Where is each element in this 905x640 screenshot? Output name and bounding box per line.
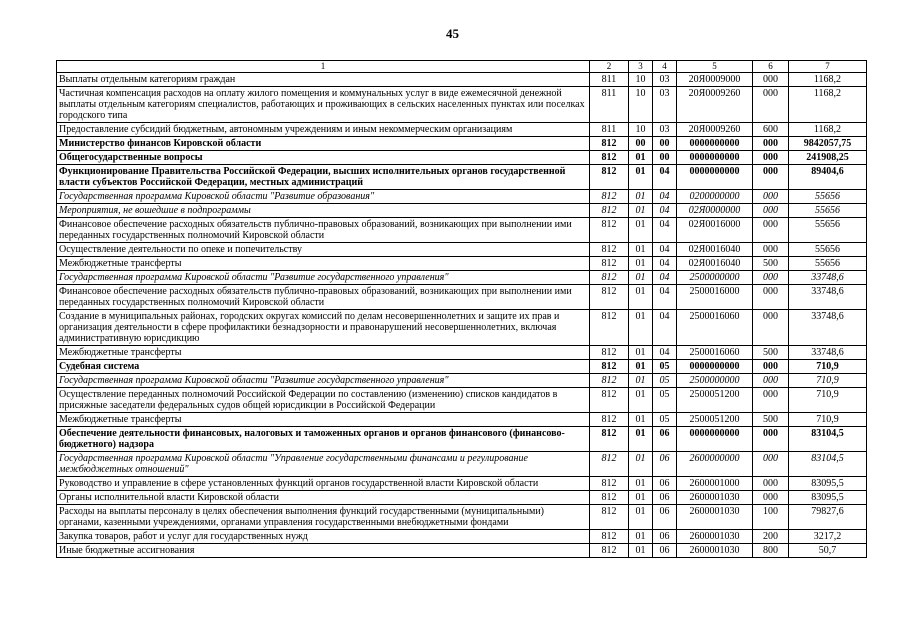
- section-cell: 01: [629, 310, 653, 346]
- admin-code-cell: 812: [590, 204, 629, 218]
- section-cell: 01: [629, 204, 653, 218]
- table-row: [57, 477, 867, 491]
- row-name-cell: Создание в муниципальных районах, городских округах комиссий по делам несовершеннолетних и защите их прав и организация деятельности в сфере профилактики безнадзорности и правонарушений несовершеннолетних, включая административную юрисдикцию: [57, 310, 590, 346]
- admin-code-cell: 812: [590, 491, 629, 505]
- admin-code-cell: 812: [590, 374, 629, 388]
- target-article-cell: 2500016060: [677, 346, 753, 360]
- section-cell: 01: [629, 190, 653, 204]
- subsection-cell: 04: [653, 271, 677, 285]
- page-number: 45: [446, 26, 459, 41]
- expense-type-cell: 000: [753, 204, 789, 218]
- table-row: [57, 165, 867, 190]
- row-name-cell: Мероприятия, не вошедшие в подпрограммы: [57, 204, 590, 218]
- expense-type-cell: 000: [753, 137, 789, 151]
- expense-type-cell: 000: [753, 87, 789, 123]
- admin-code-cell: 812: [590, 427, 629, 452]
- row-name-cell: Министерство финансов Кировской области: [57, 137, 590, 151]
- target-article-cell: 0000000000: [677, 151, 753, 165]
- subsection-cell: 04: [653, 310, 677, 346]
- admin-code-cell: 811: [590, 87, 629, 123]
- table-row: [57, 123, 867, 137]
- target-article-cell: 2500051200: [677, 388, 753, 413]
- table-row: [57, 310, 867, 346]
- admin-code-cell: 812: [590, 151, 629, 165]
- section-cell: 01: [629, 452, 653, 477]
- section-cell: 01: [629, 427, 653, 452]
- section-cell: 10: [629, 87, 653, 123]
- row-name-cell: Государственная программа Кировской области "Развитие государственного управления": [57, 271, 590, 285]
- target-article-cell: 0000000000: [677, 427, 753, 452]
- subsection-cell: 00: [653, 151, 677, 165]
- column-header-3: 3: [629, 61, 653, 73]
- row-name-cell: Частичная компенсация расходов на оплату жилого помещения и коммунальных услуг в виде ежемесячной денежной выплаты отдельным категориям специалистов, работающих и проживающих в сельских населенных пунктах или поселках городского типа: [57, 87, 590, 123]
- row-name-cell: Общегосударственные вопросы: [57, 151, 590, 165]
- subsection-cell: 06: [653, 452, 677, 477]
- target-article-cell: 0000000000: [677, 137, 753, 151]
- row-name-cell: Функционирование Правительства Российской Федерации, высших исполнительных органов государственной власти субъектов Российской Федерации, местных администраций: [57, 165, 590, 190]
- row-name-cell: Государственная программа Кировской области "Развитие образования": [57, 190, 590, 204]
- amount-cell: 3217,2: [789, 530, 867, 544]
- subsection-cell: 03: [653, 87, 677, 123]
- subsection-cell: 04: [653, 165, 677, 190]
- row-name-cell: Выплаты отдельным категориям граждан: [57, 73, 590, 87]
- subsection-cell: 03: [653, 73, 677, 87]
- expense-type-cell: 000: [753, 477, 789, 491]
- table-row: [57, 544, 867, 558]
- target-article-cell: 2500000000: [677, 374, 753, 388]
- admin-code-cell: 812: [590, 477, 629, 491]
- amount-cell: 55656: [789, 190, 867, 204]
- target-article-cell: 0000000000: [677, 165, 753, 190]
- row-name-cell: Государственная программа Кировской области "Развитие государственного управления": [57, 374, 590, 388]
- amount-cell: 33748,6: [789, 346, 867, 360]
- table-row: [57, 491, 867, 505]
- section-cell: 01: [629, 271, 653, 285]
- amount-cell: 710,9: [789, 388, 867, 413]
- section-cell: 01: [629, 257, 653, 271]
- target-article-cell: 2600001030: [677, 530, 753, 544]
- table-row: [57, 530, 867, 544]
- expense-type-cell: 000: [753, 73, 789, 87]
- amount-cell: 83104,5: [789, 452, 867, 477]
- amount-cell: 55656: [789, 257, 867, 271]
- amount-cell: 55656: [789, 204, 867, 218]
- section-cell: 01: [629, 388, 653, 413]
- section-cell: 01: [629, 413, 653, 427]
- amount-cell: 50,7: [789, 544, 867, 558]
- subsection-cell: 06: [653, 427, 677, 452]
- table-row: [57, 413, 867, 427]
- row-name-cell: Государственная программа Кировской области "Управление государственными финансами и регулирование межбюджетных отношений": [57, 452, 590, 477]
- header-row: [57, 61, 867, 73]
- table-row: [57, 190, 867, 204]
- amount-cell: 55656: [789, 218, 867, 243]
- expense-type-cell: 000: [753, 310, 789, 346]
- amount-cell: 33748,6: [789, 285, 867, 310]
- expense-type-cell: 800: [753, 544, 789, 558]
- section-cell: 01: [629, 544, 653, 558]
- admin-code-cell: 812: [590, 243, 629, 257]
- section-cell: 01: [629, 477, 653, 491]
- expense-type-cell: 200: [753, 530, 789, 544]
- budget-table: [56, 60, 867, 558]
- table-row: [57, 218, 867, 243]
- table-row: [57, 87, 867, 123]
- target-article-cell: 02Я0016040: [677, 257, 753, 271]
- amount-cell: 89404,6: [789, 165, 867, 190]
- section-cell: 01: [629, 165, 653, 190]
- amount-cell: 1168,2: [789, 73, 867, 87]
- amount-cell: 710,9: [789, 374, 867, 388]
- admin-code-cell: 812: [590, 388, 629, 413]
- subsection-cell: 04: [653, 257, 677, 271]
- admin-code-cell: 812: [590, 257, 629, 271]
- target-article-cell: 2500000000: [677, 271, 753, 285]
- table-row: [57, 243, 867, 257]
- target-article-cell: 02Я0016040: [677, 243, 753, 257]
- subsection-cell: 04: [653, 218, 677, 243]
- column-header-1: 1: [57, 61, 590, 73]
- table-row: [57, 505, 867, 530]
- table-row: [57, 427, 867, 452]
- amount-cell: 33748,6: [789, 271, 867, 285]
- admin-code-cell: 812: [590, 190, 629, 204]
- amount-cell: 1168,2: [789, 87, 867, 123]
- row-name-cell: Расходы на выплаты персоналу в целях обеспечения выполнения функций государственными (муниципальными) органами, казенными учреждениями, органами управления государственными внебюджетными фондами: [57, 505, 590, 530]
- target-article-cell: 2600001000: [677, 477, 753, 491]
- expense-type-cell: 000: [753, 151, 789, 165]
- admin-code-cell: 812: [590, 310, 629, 346]
- admin-code-cell: 812: [590, 165, 629, 190]
- column-header-6: 6: [753, 61, 789, 73]
- admin-code-cell: 812: [590, 218, 629, 243]
- row-name-cell: Судебная система: [57, 360, 590, 374]
- table-row: [57, 452, 867, 477]
- expense-type-cell: 000: [753, 285, 789, 310]
- column-header-5: 5: [677, 61, 753, 73]
- target-article-cell: 2500016060: [677, 310, 753, 346]
- expense-type-cell: 000: [753, 374, 789, 388]
- admin-code-cell: 812: [590, 544, 629, 558]
- admin-code-cell: 812: [590, 346, 629, 360]
- expense-type-cell: 500: [753, 413, 789, 427]
- expense-type-cell: 000: [753, 190, 789, 204]
- amount-cell: 9842057,75: [789, 137, 867, 151]
- table-row: [57, 374, 867, 388]
- section-cell: 01: [629, 243, 653, 257]
- amount-cell: 1168,2: [789, 123, 867, 137]
- expense-type-cell: 000: [753, 165, 789, 190]
- section-cell: 10: [629, 123, 653, 137]
- column-header-7: 7: [789, 61, 867, 73]
- subsection-cell: 04: [653, 190, 677, 204]
- subsection-cell: 03: [653, 123, 677, 137]
- row-name-cell: Органы исполнительной власти Кировской области: [57, 491, 590, 505]
- table-row: [57, 137, 867, 151]
- expense-type-cell: 000: [753, 388, 789, 413]
- table-row: [57, 73, 867, 87]
- section-cell: 01: [629, 218, 653, 243]
- row-name-cell: Финансовое обеспечение расходных обязательств публично-правовых образований, возникающих при выполнении ими переданных государственных полномочий Кировской области: [57, 285, 590, 310]
- expense-type-cell: 000: [753, 218, 789, 243]
- target-article-cell: 0000000000: [677, 360, 753, 374]
- target-article-cell: 2600000000: [677, 452, 753, 477]
- row-name-cell: Межбюджетные трансферты: [57, 413, 590, 427]
- amount-cell: 83095,5: [789, 477, 867, 491]
- row-name-cell: Руководство и управление в сфере установленных функций органов государственной власти Кировской области: [57, 477, 590, 491]
- subsection-cell: 05: [653, 360, 677, 374]
- admin-code-cell: 812: [590, 137, 629, 151]
- amount-cell: 79827,6: [789, 505, 867, 530]
- amount-cell: 33748,6: [789, 310, 867, 346]
- target-article-cell: 20Я0009260: [677, 87, 753, 123]
- table-row: [57, 285, 867, 310]
- table-row: [57, 388, 867, 413]
- subsection-cell: 05: [653, 374, 677, 388]
- admin-code-cell: 812: [590, 413, 629, 427]
- target-article-cell: 2600001030: [677, 505, 753, 530]
- amount-cell: 83104,5: [789, 427, 867, 452]
- admin-code-cell: 812: [590, 271, 629, 285]
- admin-code-cell: 812: [590, 285, 629, 310]
- subsection-cell: 05: [653, 413, 677, 427]
- subsection-cell: 06: [653, 530, 677, 544]
- expense-type-cell: 000: [753, 271, 789, 285]
- target-article-cell: 0200000000: [677, 190, 753, 204]
- subsection-cell: 06: [653, 544, 677, 558]
- section-cell: 01: [629, 505, 653, 530]
- expense-type-cell: 500: [753, 346, 789, 360]
- expense-type-cell: 600: [753, 123, 789, 137]
- subsection-cell: 06: [653, 477, 677, 491]
- row-name-cell: Обеспечение деятельности финансовых, налоговых и таможенных органов и органов финансового (финансово-бюджетного) надзора: [57, 427, 590, 452]
- row-name-cell: Иные бюджетные ассигнования: [57, 544, 590, 558]
- section-cell: 01: [629, 346, 653, 360]
- subsection-cell: 06: [653, 505, 677, 530]
- column-header-2: 2: [590, 61, 629, 73]
- target-article-cell: 02Я0016000: [677, 218, 753, 243]
- row-name-cell: Закупка товаров, работ и услуг для государственных нужд: [57, 530, 590, 544]
- expense-type-cell: 000: [753, 491, 789, 505]
- column-header-4: 4: [653, 61, 677, 73]
- target-article-cell: 2500051200: [677, 413, 753, 427]
- section-cell: 01: [629, 374, 653, 388]
- target-article-cell: 02Я0000000: [677, 204, 753, 218]
- expense-type-cell: 000: [753, 360, 789, 374]
- expense-type-cell: 000: [753, 452, 789, 477]
- admin-code-cell: 812: [590, 360, 629, 374]
- subsection-cell: 00: [653, 137, 677, 151]
- expense-type-cell: 100: [753, 505, 789, 530]
- section-cell: 01: [629, 491, 653, 505]
- amount-cell: 83095,5: [789, 491, 867, 505]
- table-row: [57, 151, 867, 165]
- amount-cell: 710,9: [789, 360, 867, 374]
- target-article-cell: 2500016000: [677, 285, 753, 310]
- table-body: [57, 73, 867, 558]
- subsection-cell: 04: [653, 285, 677, 310]
- section-cell: 01: [629, 151, 653, 165]
- row-name-cell: Межбюджетные трансферты: [57, 257, 590, 271]
- section-cell: 00: [629, 137, 653, 151]
- target-article-cell: 2600001030: [677, 491, 753, 505]
- target-article-cell: 20Я0009000: [677, 73, 753, 87]
- subsection-cell: 04: [653, 204, 677, 218]
- admin-code-cell: 812: [590, 452, 629, 477]
- row-name-cell: Осуществление переданных полномочий Российской Федерации по составлению (изменению) списков кандидатов в присяжные заседатели федеральных судов общей юрисдикции в Российской Федерации: [57, 388, 590, 413]
- section-cell: 01: [629, 360, 653, 374]
- row-name-cell: Осуществление деятельности по опеке и попечительству: [57, 243, 590, 257]
- admin-code-cell: 811: [590, 73, 629, 87]
- expense-type-cell: 000: [753, 243, 789, 257]
- section-cell: 01: [629, 530, 653, 544]
- subsection-cell: 04: [653, 346, 677, 360]
- table-row: [57, 360, 867, 374]
- section-cell: 10: [629, 73, 653, 87]
- section-cell: 01: [629, 285, 653, 310]
- subsection-cell: 05: [653, 388, 677, 413]
- admin-code-cell: 811: [590, 123, 629, 137]
- subsection-cell: 06: [653, 491, 677, 505]
- amount-cell: 710,9: [789, 413, 867, 427]
- row-name-cell: Межбюджетные трансферты: [57, 346, 590, 360]
- amount-cell: 241908,25: [789, 151, 867, 165]
- target-article-cell: 20Я0009260: [677, 123, 753, 137]
- table-row: [57, 346, 867, 360]
- amount-cell: 55656: [789, 243, 867, 257]
- expense-type-cell: 000: [753, 427, 789, 452]
- target-article-cell: 2600001030: [677, 544, 753, 558]
- table-row: [57, 271, 867, 285]
- expense-type-cell: 500: [753, 257, 789, 271]
- row-name-cell: Финансовое обеспечение расходных обязательств публично-правовых образований, возникающих при выполнении ими переданных государственных полномочий Кировской области: [57, 218, 590, 243]
- admin-code-cell: 812: [590, 505, 629, 530]
- row-name-cell: Предоставление субсидий бюджетным, автономным учреждениям и иным некоммерческим организациям: [57, 123, 590, 137]
- subsection-cell: 04: [653, 243, 677, 257]
- table-row: [57, 204, 867, 218]
- table-row: [57, 257, 867, 271]
- admin-code-cell: 812: [590, 530, 629, 544]
